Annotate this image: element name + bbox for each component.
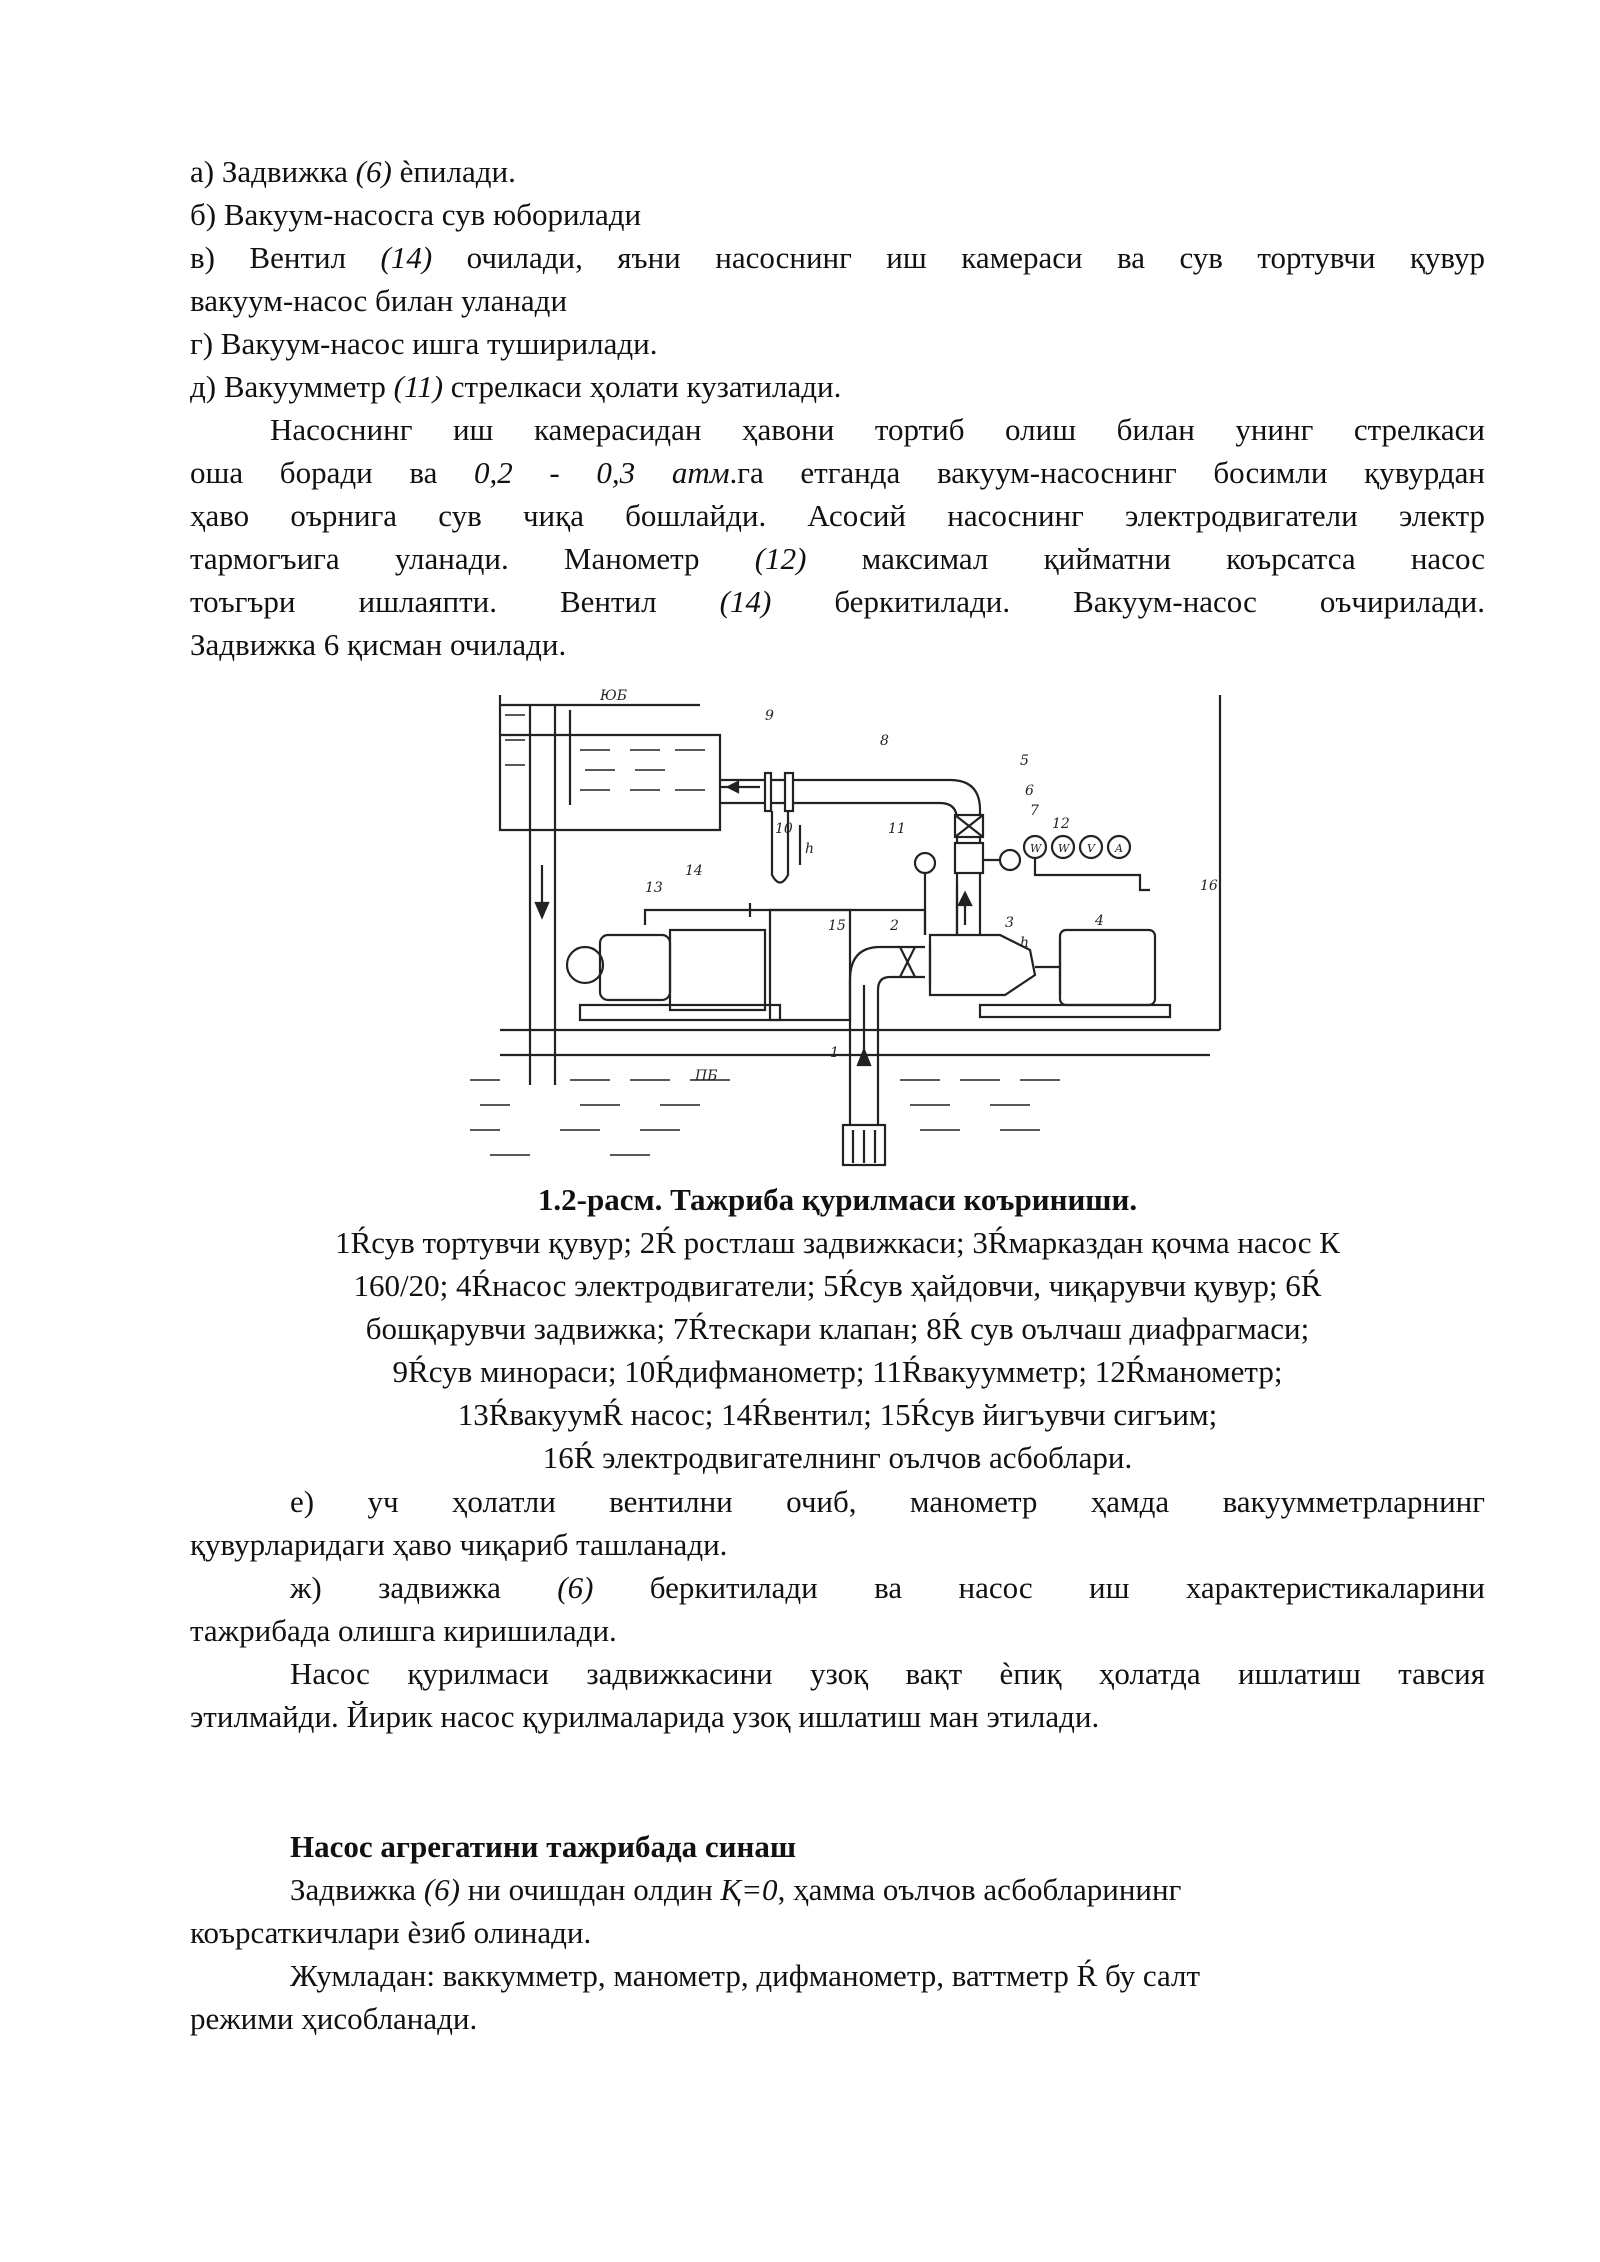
caption-line: 160/20; 4Ŕнасос электродвигатели; 5Ŕсув ҳайдовчи, чиқарувчи қувур; 6Ŕ	[353, 1268, 1322, 1303]
label-6: 6	[1025, 783, 1034, 799]
para1-line3: ҳаво оърнига сув чиқа бошлайди. Асосий насоснинг электродвигатели электр	[190, 498, 1485, 533]
water-tower-9	[500, 695, 720, 830]
pump-installation-diagram	[460, 685, 1240, 1170]
gauge-v: V	[1087, 842, 1095, 855]
instruments-16	[1035, 858, 1150, 890]
label-14: 14	[685, 863, 703, 879]
warning-line2: этилмайди. Йирик насос қурилмаларида узоқ ишлатиш ман этилади.	[190, 1699, 1100, 1734]
vacuum-gauge-11	[915, 853, 935, 873]
caption-line: 9Ŕсув минораси; 10Ŕдифманометр; 11Ŕвакуумметр; 12Ŕманометр;	[392, 1354, 1283, 1389]
para1-line2: оша боради ва 0,2 - 0,3 атм.га етганда вакуум-насоснинг босимли қувурдан	[190, 455, 1485, 490]
label-12: 12	[1052, 816, 1070, 832]
step-a: а) Задвижка (6) ѐпилади.	[190, 154, 516, 189]
electric-motor-4	[1060, 930, 1155, 1005]
label-5: 5	[1020, 753, 1029, 769]
step-f-line1: е) уч ҳолатли вентилни очиб, манометр ҳамда вакуумметрларнинг	[290, 1484, 1485, 1519]
diagram-svg	[460, 685, 1240, 1170]
label-13: 13	[645, 880, 663, 896]
para1-line6: Задвижка 6 қисман очилади.	[190, 627, 567, 662]
para1-line4: тармогъига уланади. Манометр (12) максимал қийматни коърсатса насос	[190, 541, 1485, 576]
caption-line: 13ŔвакуумŔ насос; 14Ŕвентил; 15Ŕсув йигъувчи сигъим;	[457, 1397, 1218, 1432]
gauge-w2: W	[1058, 842, 1070, 855]
label-upper-level: ЮБ	[600, 688, 627, 704]
label-16: 16	[1200, 878, 1218, 894]
step-d: г) Вакуум-насос ишга туширилади.	[190, 326, 658, 361]
label-8: 8	[880, 733, 889, 749]
section-line3: Жумладан: ваккумметр, манометр, дифманометр, ваттметр Ŕ бу салт	[290, 1958, 1201, 1993]
caption-line: бошқарувчи задвижка; 7Ŕтескари клапан; 8Ŕ сув оълчаш диафрагмаси;	[365, 1311, 1310, 1346]
label-2: 2	[890, 918, 899, 934]
caption-line: 1Ŕсув тортувчи қувур; 2Ŕ ростлаш задвижкаси; 3Ŕмарказдан қочма насос К	[335, 1225, 1340, 1260]
figure-caption	[190, 1178, 1485, 1479]
motor-base	[980, 1005, 1170, 1017]
section-line4: режими ҳисобланади.	[190, 2001, 478, 2036]
para1-line1: Насоснинг иш камерасидан ҳавони тортиб олиш билан унинг стрелкаси	[270, 412, 1485, 447]
gauge-a: A	[1115, 842, 1123, 855]
label-h-pump: h	[1020, 935, 1030, 951]
step-c: в) Вентил (14) очилади, яъни насоснинг иш камераси ва сув тортувчи қувур	[190, 240, 1486, 275]
caption-line: 16Ŕ электродвигателнинг оълчов асбоблари.	[542, 1440, 1133, 1475]
label-11: 11	[888, 821, 906, 837]
label-1: 1	[830, 1045, 839, 1061]
label-15: 15	[828, 918, 846, 934]
label-4: 4	[1095, 913, 1104, 929]
vent-line-14	[645, 910, 925, 935]
vacuum-pump-13	[600, 935, 670, 1000]
step-f-line2: қувурларидаги ҳаво чиқариб ташланади.	[190, 1527, 728, 1562]
label-3: 3	[1005, 915, 1014, 931]
lower-water	[470, 1080, 1060, 1155]
step-e: д) Вакуумметр (11) стрелкаси ҳолати кузатилади.	[190, 369, 842, 404]
label-9: 9	[765, 708, 774, 724]
manometer-12	[1000, 850, 1020, 870]
testing-section	[190, 1825, 1485, 2040]
section-line2: коърсаткичлари ѐзиб олинади.	[190, 1915, 592, 1950]
top-text-block	[190, 150, 1485, 666]
label-10: 10	[775, 821, 793, 837]
step-g-line1: ж) задвижка (6) беркитилади ва насос иш характеристикаларини	[290, 1570, 1485, 1605]
label-h-difmanometer: h	[805, 841, 815, 857]
warning-line1: Насос қурилмаси задвижкасини узоқ вақт ѐпиқ ҳолатда ишлатиш тавсия	[290, 1656, 1485, 1691]
section-heading: Насос агрегатини тажрибада синаш	[290, 1829, 797, 1864]
vacuum-pump-body	[670, 930, 765, 1010]
check-valve-7	[955, 843, 983, 873]
step-c-continued: вакуум-насос билан уланади	[190, 283, 568, 318]
para1-line5: тоъгъри ишлаяпти. Вентил (14) беркитилади. Вакуум-насос оъчирилади.	[190, 584, 1485, 619]
section-line1: Задвижка (6) ни очишдан олдин Қ=0, ҳамма оълчов асбобларининг	[290, 1872, 1182, 1907]
step-g-line2: тажрибада олишга киришилади.	[190, 1613, 617, 1648]
step-b: б) Вакуум-насосга сув юборилади	[190, 197, 642, 232]
diaphragm-8	[785, 773, 793, 811]
label-lower-level: ПБ	[695, 1068, 718, 1084]
after-figure-text	[190, 1480, 1485, 1738]
gauge-w1: W	[1030, 842, 1042, 855]
caption-title: 1.2-расм. Тажриба қурилмаси коъриниши.	[537, 1182, 1138, 1217]
label-7: 7	[1030, 803, 1039, 819]
